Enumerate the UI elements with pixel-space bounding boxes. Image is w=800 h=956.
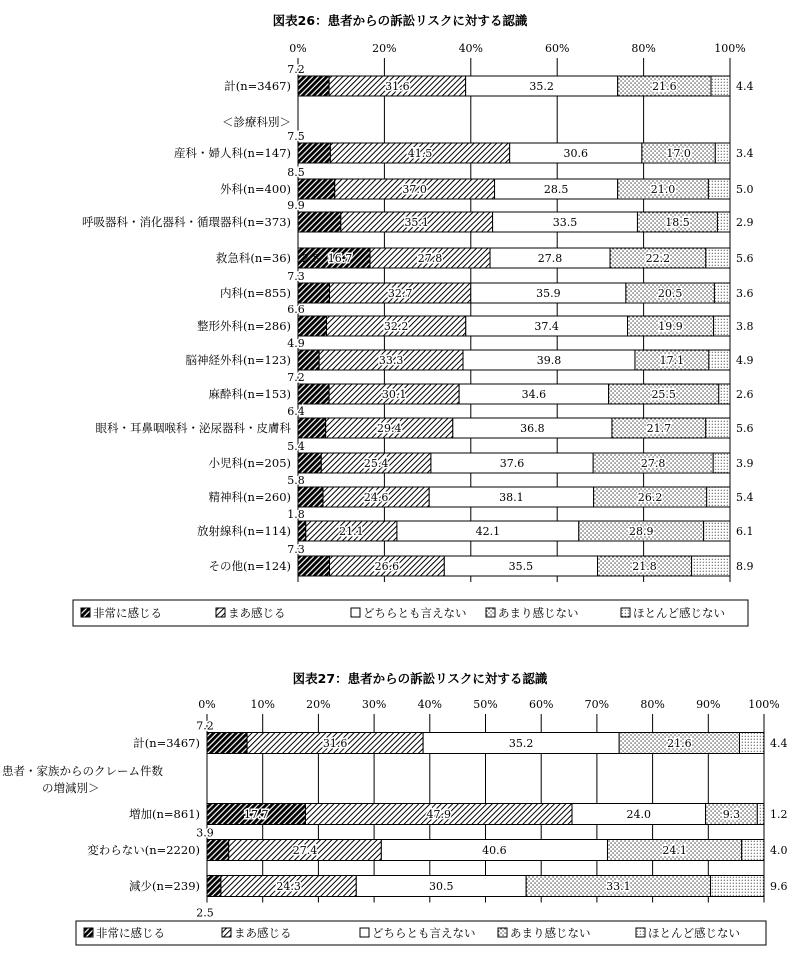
chart1-bar-segment [706, 248, 730, 268]
chart1-data-label: 3.9 [736, 457, 754, 470]
chart2-bar-segment [742, 840, 764, 861]
chart1-data-label: 1.8 [287, 508, 305, 521]
chart2-data-label: 1.2 [770, 808, 788, 821]
chart1-bar-segment [298, 350, 319, 370]
chart2-legend-swatch [636, 928, 645, 937]
chart1-data-label: 5.4 [287, 440, 305, 453]
chart1-data-label: 32.7 [387, 287, 413, 300]
chart1-category-label: その他(n=124) [208, 559, 291, 573]
chart1-tick-label: 40% [458, 42, 484, 55]
chart1-bar-segment [714, 316, 730, 336]
chart1-bar-segment [692, 556, 730, 576]
chart2-data-label: 35.2 [508, 737, 534, 750]
chart1-data-label: 17.1 [659, 354, 685, 367]
chart1-bar-segment [298, 316, 327, 336]
chart1-bar-segment [298, 76, 329, 96]
chart1-data-label: 18.5 [665, 216, 690, 229]
chart1-bar-segment [298, 521, 306, 541]
chart1-category-label: 小児科(n=205) [208, 456, 291, 470]
chart1-data-label: 20.5 [657, 287, 683, 300]
chart2-data-label: 24.0 [626, 808, 652, 821]
chart2-legend-label: どちらとも言えない [372, 926, 476, 940]
chart1-bar-segment [298, 487, 323, 507]
chart2-bar-segment [711, 876, 764, 897]
chart2-data-label: 33.1 [606, 880, 631, 893]
chart1-data-label: 5.0 [736, 183, 754, 196]
chart1-data-label: 8.9 [736, 560, 754, 573]
chart1-category-label: 精神科(n=260) [208, 490, 291, 504]
chart1-data-label: 35.5 [508, 560, 534, 573]
chart1-bar-segment [298, 179, 335, 199]
chart1-data-label: 35.2 [529, 80, 554, 93]
chart1-bar-segment [704, 521, 730, 541]
chart1-category-label: ＜診療科別＞ [222, 115, 291, 129]
chart2-data-label: 9.6 [770, 880, 788, 893]
chart1-tick-label: 100% [714, 42, 746, 55]
chart1-legend-label: ほとんど感じない [633, 606, 725, 620]
chart1-data-label: 37.6 [499, 457, 525, 470]
chart2-tick-label: 40% [417, 698, 443, 711]
chart-27 [2, 671, 788, 945]
chart2-data-label: 27.4 [292, 844, 318, 857]
chart2-legend-label: 非常に感じる [96, 926, 165, 940]
chart1-data-label: 7.2 [287, 371, 305, 384]
chart2-data-label: 40.6 [482, 844, 507, 857]
chart2-tick-label: 20% [306, 698, 331, 711]
chart1-data-label: 19.9 [658, 320, 683, 333]
chart2-data-label: 31.6 [322, 737, 348, 750]
chart1-data-label: 3.6 [736, 287, 754, 300]
chart2-data-label: 21.6 [667, 737, 692, 750]
chart2-legend-swatch [498, 928, 507, 937]
chart1-data-label: 4.9 [736, 354, 754, 367]
chart1-bar-segment [711, 76, 730, 96]
chart1-legend-label: どちらとも言えない [363, 606, 467, 620]
chart1-data-label: 7.3 [287, 270, 305, 283]
chart2-legend-swatch [360, 928, 369, 937]
chart2-data-label: 7.2 [196, 719, 214, 733]
chart1-data-label: 16.7 [327, 252, 353, 265]
chart1-bar-segment [708, 179, 730, 199]
chart1-data-label: 27.8 [417, 252, 443, 265]
chart1-bar-segment [298, 212, 341, 232]
chart2-tick-label: 30% [361, 698, 387, 711]
chart1-data-label: 34.6 [521, 388, 547, 401]
chart1-legend-swatch [216, 608, 225, 617]
chart2-tick-label: 50% [473, 698, 498, 711]
chart1-category-label: 産科・婦人科(n=147) [174, 146, 291, 160]
chart1-tick-label: 60% [544, 42, 570, 55]
chart1-data-label: 6.6 [287, 303, 305, 316]
chart1-data-label: 2.8 [302, 252, 320, 265]
chart2-legend-label: あまり感じない [510, 926, 591, 940]
chart2-tick-label: 90% [696, 698, 721, 711]
chart2-category-label: 患者・家族からのクレーム件数 [2, 764, 163, 778]
chart1-data-label: 3.8 [736, 320, 754, 333]
chart1-category-label: 眼科・耳鼻咽喉科・泌尿器科・皮膚科 [95, 421, 291, 435]
chart1-data-label: 5.6 [736, 422, 754, 435]
chart2-data-label: 2.5 [196, 906, 214, 920]
chart1-bar-segment [706, 418, 730, 438]
chart1-bar-segment [298, 143, 330, 163]
chart2-data-label: 47.9 [426, 808, 452, 821]
chart1-data-label: 6.4 [287, 405, 305, 418]
chart-27-title: 図表27：患者からの訴訟リスクに対する認識 [292, 671, 548, 686]
chart1-data-label: 28.5 [543, 183, 569, 196]
chart1-data-label: 7.3 [287, 543, 305, 556]
chart2-data-label: 17.7 [243, 808, 269, 821]
chart1-data-label: 2.9 [736, 216, 754, 229]
chart2-data-label: 4.0 [770, 844, 788, 857]
chart2-tick-label: 70% [584, 698, 610, 711]
chart1-bar-segment [719, 384, 730, 404]
chart1-data-label: 6.1 [736, 525, 754, 538]
chart2-bar-segment [207, 876, 221, 897]
chart2-bar-segment [757, 804, 764, 825]
chart1-data-label: 37.4 [534, 320, 559, 333]
chart1-data-label: 21.1 [339, 525, 364, 538]
chart1-tick-label: 0% [289, 42, 307, 55]
chart1-bar-segment [298, 453, 321, 473]
chart2-legend-label: まあ感じる [234, 926, 292, 940]
chart1-legend-label: 非常に感じる [93, 606, 162, 620]
chart1-bar-segment [713, 453, 730, 473]
chart2-legend-swatch [222, 928, 231, 937]
chart2-data-label: 24.3 [276, 880, 301, 893]
chart2-category-label: 変わらない(n=2220) [87, 843, 200, 857]
chart2-bar-segment [207, 733, 247, 754]
chart1-data-label: 8.5 [287, 166, 305, 179]
chart1-data-label: 3.4 [736, 147, 754, 160]
chart2-legend-label: ほとんど感じない [648, 926, 740, 940]
chart1-data-label: 24.6 [363, 491, 389, 504]
chart1-data-label: 4.9 [287, 337, 305, 350]
chart1-legend-swatch [621, 608, 630, 617]
chart1-data-label: 22.2 [645, 252, 671, 265]
chart1-bar-segment [715, 143, 730, 163]
chart1-data-label: 21.7 [646, 422, 672, 435]
chart2-tick-label: 60% [528, 698, 554, 711]
chart1-legend-swatch [486, 608, 495, 617]
chart1-legend-swatch [81, 608, 90, 617]
chart2-bar-segment [207, 840, 229, 861]
chart2-data-label: 4.4 [770, 737, 788, 750]
chart1-tick-label: 20% [372, 42, 397, 55]
chart1-category-label: 内科(n=855) [220, 286, 291, 300]
chart2-category-label: 増加(n=861) [129, 807, 200, 821]
chart1-data-label: 33.5 [552, 216, 578, 229]
chart1-bar-segment [717, 212, 730, 232]
chart1-data-label: 32.2 [383, 320, 409, 333]
chart1-legend-label: あまり感じない [498, 606, 579, 620]
chart2-data-label: 9.3 [722, 808, 741, 821]
chart1-data-label: 30.6 [563, 147, 589, 160]
chart1-data-label: 5.4 [736, 491, 754, 504]
chart1-data-label: 31.6 [385, 80, 410, 93]
chart1-data-label: 36.8 [520, 422, 545, 435]
chart1-bar-segment [298, 418, 326, 438]
chart1-data-label: 26.2 [637, 491, 663, 504]
chart1-data-label: 41.5 [407, 147, 433, 160]
chart1-category-label: 計(n=3467) [224, 79, 291, 93]
chart2-tick-label: 0% [198, 698, 216, 711]
chart1-data-label: 37.0 [402, 183, 427, 196]
chart1-bar-segment [298, 283, 330, 303]
chart1-data-label: 9.9 [287, 199, 305, 212]
chart1-data-label: 21.6 [652, 80, 677, 93]
chart2-data-label: 24.1 [662, 844, 687, 857]
chart1-data-label: 25.4 [363, 457, 389, 470]
chart1-data-label: 7.2 [287, 63, 305, 76]
chart1-data-label: 4.4 [736, 80, 754, 93]
chart1-data-label: 33.3 [378, 354, 404, 367]
chart1-category-label: 整形外科(n=286) [197, 319, 291, 333]
chart1-bar-segment [709, 350, 730, 370]
chart1-data-label: 35.1 [404, 216, 429, 229]
chart1-data-label: 42.1 [475, 525, 501, 538]
chart1-category-label: 救急科(n=36) [215, 251, 291, 265]
chart1-data-label: 2.6 [736, 388, 754, 401]
chart1-data-label: 5.6 [736, 252, 754, 265]
chart1-data-label: 27.8 [640, 457, 666, 470]
chart1-data-label: 25.5 [651, 388, 676, 401]
chart2-tick-label: 100% [748, 698, 780, 711]
chart1-data-label: 21.8 [632, 560, 657, 573]
chart1-tick-label: 80% [631, 42, 656, 55]
chart1-bar-segment [707, 487, 730, 507]
chart-26 [73, 13, 754, 626]
chart2-legend-swatch [84, 928, 93, 937]
chart2-data-label: 30.5 [428, 880, 454, 893]
chart1-legend-label: まあ感じる [228, 606, 286, 620]
chart1-data-label: 5.8 [287, 474, 305, 487]
chart1-category-label: 外科(n=400) [220, 182, 291, 196]
chart1-data-label: 30.1 [381, 388, 407, 401]
chart1-data-label: 38.1 [499, 491, 524, 504]
chart2-category-label: 計(n=3467) [133, 736, 200, 750]
chart2-data-label: 3.9 [196, 826, 214, 840]
chart1-category-label: 呼吸器科・消化器科・循環器科(n=373) [82, 215, 291, 229]
chart2-tick-label: 80% [640, 698, 665, 711]
chart1-data-label: 39.8 [536, 354, 562, 367]
chart-26-title: 図表26：患者からの訴訟リスクに対する認識 [272, 13, 528, 28]
chart1-data-label: 29.4 [376, 422, 402, 435]
chart1-bar-segment [298, 556, 330, 576]
chart2-category-label: の増減別＞ [42, 781, 100, 795]
chart2-bar-segment [739, 733, 764, 754]
chart1-data-label: 21.0 [650, 183, 676, 196]
chart1-data-label: 7.5 [287, 130, 305, 143]
chart1-legend-swatch [351, 608, 360, 617]
chart1-bar-segment [298, 384, 329, 404]
chart1-category-label: 放射線科(n=114) [197, 524, 291, 538]
chart1-category-label: 麻酔科(n=153) [208, 387, 291, 401]
chart1-bar-segment [714, 283, 730, 303]
chart2-tick-label: 10% [250, 698, 275, 711]
chart1-category-label: 脳神経外科(n=123) [185, 353, 291, 367]
chart1-data-label: 27.8 [537, 252, 563, 265]
chart1-data-label: 26.6 [374, 560, 400, 573]
chart1-data-label: 35.9 [536, 287, 561, 300]
chart1-data-label: 28.9 [628, 525, 654, 538]
chart1-data-label: 17.0 [666, 147, 691, 160]
chart2-category-label: 減少(n=239) [129, 879, 200, 893]
